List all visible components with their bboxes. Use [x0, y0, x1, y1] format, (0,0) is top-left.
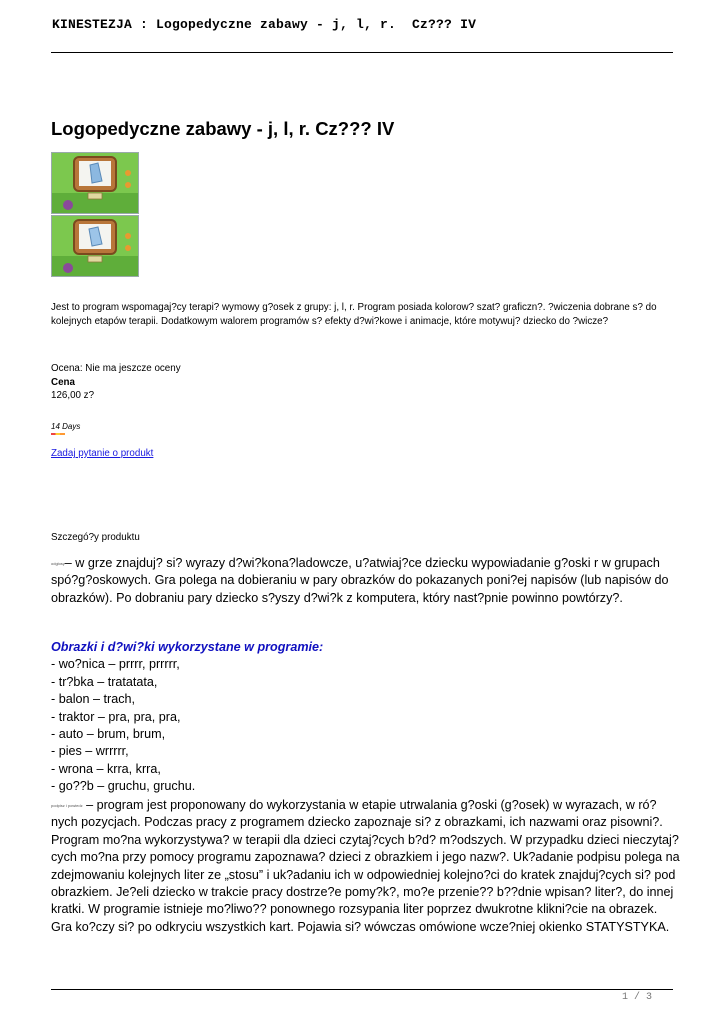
rating-block [51, 362, 181, 403]
price-value: 126,00 z? [51, 390, 95, 402]
running-header: KINESTEZJA : Logopedyczne zabawy - j, l, r. Cz??? IV [52, 17, 477, 32]
details-heading: Szczegó?y produktu [51, 532, 140, 543]
list-heading: Obrazki i d?wi?ki wykorzystane w programie: [51, 640, 324, 654]
list-item: - auto – brum, brum, [51, 726, 166, 741]
paragraph-caption: podpisz i powiedz – program jest proponowany do wykorzystania w etapie utrwalania g?oski (g?osek) w wyrazach, w ró?nych pozycjach. Podczas pracy z programem dziecko zapoznaje si? z obrazkami, ich nazwami oraz pisowni?. Program mo?na wykorzystywa? w terapii dla dzieci czytaj?cych b?d? m?odszych. W przypadku dzieci nieczytaj?cych mo?na przy pomocy programu zapoznawa? dzieci z obrazkiem i jego nazw?. Uk?adanie podpisu polega na zdejmowaniu kolejnych liter ze „stosu” i uk?adaniu ich w odpowiedniej kolejno?ci do kratek znajduj?cych si? pod obrazkiem. Je?eli dziecko w trakcie pracy dostrze?e pomy?k?, mo?e przenie?? b??dnie wpisan? liter?, do innej kratki. W programie istnieje mo?liwo?? ponownego rozsypania liter poprzez dwukrotne klikni?cie na obrazek. [51, 798, 680, 917]
logo-14days: 14 Days [51, 421, 80, 435]
ask-question-link[interactable]: Zadaj pytanie o produkt [51, 448, 154, 459]
tag-podpisz: podpisz i powiedz [51, 802, 83, 808]
logo-stripe [51, 433, 65, 435]
page-number: 1 / 3 [622, 992, 653, 1003]
paragraph-sounds: odgłosy– w grze znajduj? si? wyrazy d?wi?kona?ladowcze, u?atwiaj?ce dziecku wypowiadanie g?oski r w grupach spó?g?oskowych. Gra polega na dobieraniu w pary obrazków do pokazanych poni?ej napisów (lub napisów do obrazków). Po dobraniu pary dziecko s?yszy d?wi?k z komputera, który nast?pnie powinno powtórzy?. [51, 556, 669, 605]
list-item: - go??b – gruchu, gruchu. [51, 779, 196, 793]
footer-rule [51, 989, 673, 990]
list-item: - tr?bka – tratatata, [51, 674, 158, 689]
tag-odglosy: odgłosy [51, 560, 65, 566]
paragraph-ending: Gra ko?czy si? po odkryciu wszystkich kart. Pojawia si? wówczas omówione wcze?niej okienko STATYSTYKA. [51, 920, 670, 934]
sounds-list [51, 656, 681, 795]
list-item: - wrona – krra, krra, [51, 761, 161, 776]
list-item: - pies – wrrrrr, [51, 744, 129, 759]
product-screenshot-2[interactable] [51, 215, 139, 277]
sounds-list-block [51, 639, 681, 795]
header-rule [51, 52, 673, 53]
rating-label: Ocena: Nie ma jeszcze oceny [51, 363, 181, 374]
list-item: - balon – trach, [51, 692, 136, 707]
product-intro: Jest to program wspomagaj?cy terapi? wymowy g?osek z grupy: j, l, r. Program posiada kolorow? szat? graficzn?. ?wiczenia dobrane s? do kolejnych etapów terapii. Dodatkowym walorem programów s? efekty d?wi?kowe i animacje, które motywuj? dziecko do ?wicze? [51, 302, 657, 327]
list-item: - traktor – pra, pra, pra, [51, 709, 181, 724]
price-label: Cena [51, 376, 75, 388]
product-screenshot-1[interactable] [51, 152, 139, 214]
page-title: Logopedyczne zabawy - j, l, r. Cz??? IV [51, 118, 395, 139]
list-item: - wo?nica – prrrr, prrrrr, [51, 657, 180, 672]
